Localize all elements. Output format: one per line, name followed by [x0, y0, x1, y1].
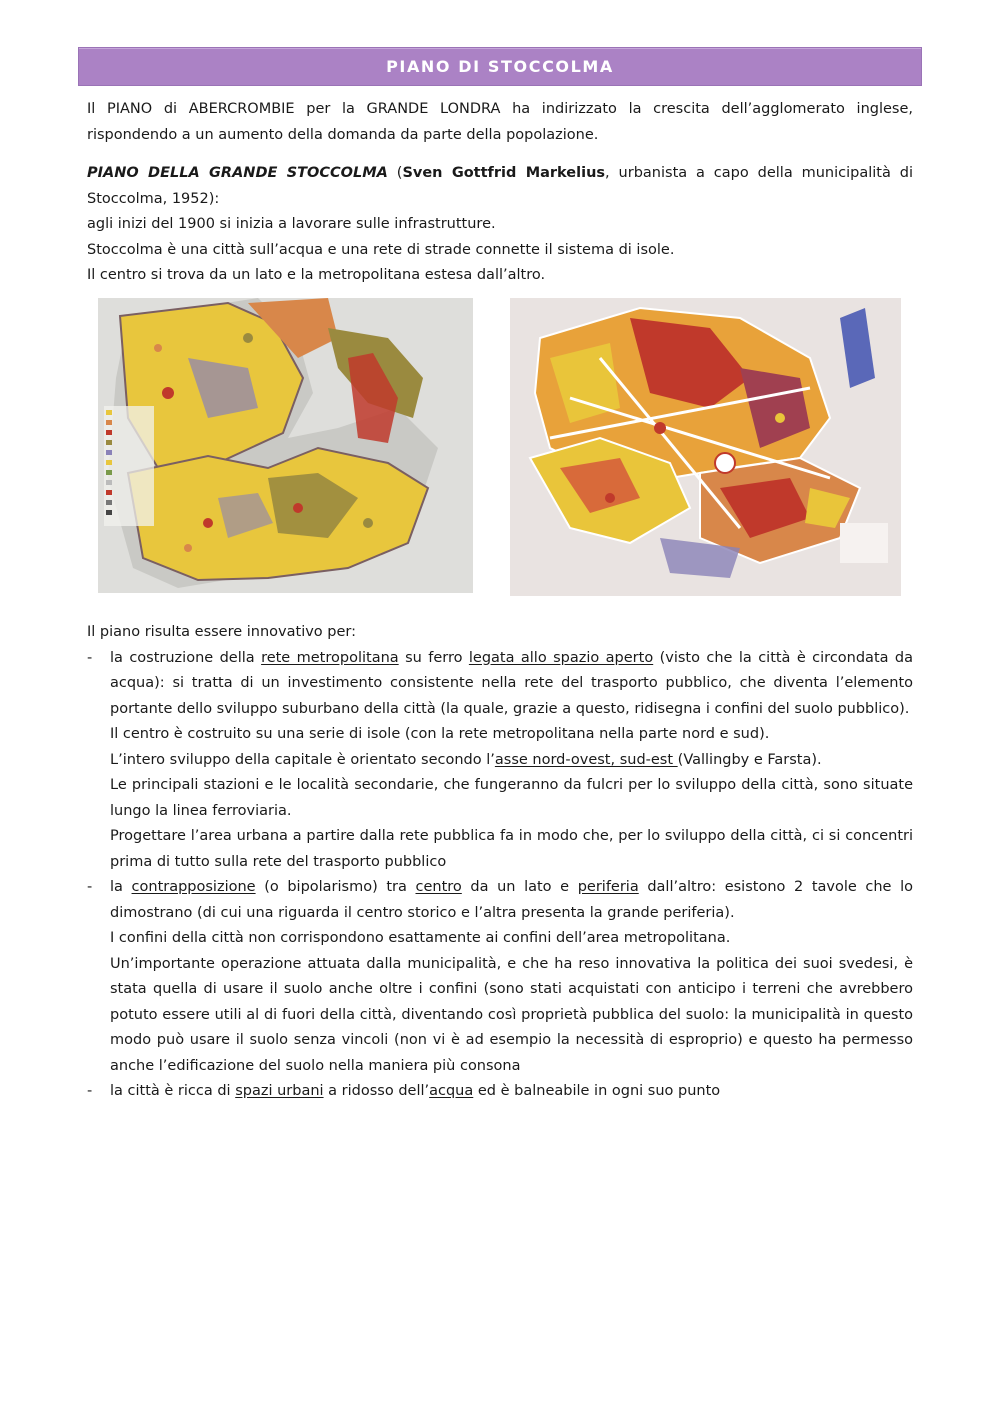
- plan-title: PIANO DELLA GRANDE STOCCOLMA: [87, 165, 388, 181]
- bullet2-paragraph: la contrapposizione (o bipolarismo) tra centro da un lato e periferia dall’altro: esistono 2 tavole che lo dimostrano (di cui una riguarda il centro storico e l’altra presenta la grande periferia).: [110, 879, 913, 921]
- bullet1-design: Progettare l’area urbana a partire dalla rete pubblica fa in modo che, per lo sviluppo della città, ci si concentri prima di tutto sulla rete del trasporto pubblico: [110, 828, 913, 870]
- intro-line-1: agli inizi del 1900 si inizia a lavorare sulle infrastrutture.: [87, 216, 496, 232]
- bullet-dash: -: [87, 1083, 93, 1099]
- center-term: centro: [415, 879, 462, 895]
- author-desc: , urbanista a capo della municipalità di Stoccolma, 1952):: [87, 165, 913, 207]
- stockholm-plan-paragraph: [87, 161, 913, 289]
- list-item: [87, 1079, 913, 1105]
- bullet1-islands: Il centro è costruito su una serie di isole (con la rete metropolitana nella parte nord e sud).: [110, 726, 770, 742]
- water-term: acqua: [429, 1083, 474, 1099]
- contraposition-term: contrapposizione: [131, 879, 256, 895]
- author-name: Sven Gottfrid Markelius: [402, 165, 606, 181]
- bullet1-paragraph: la costruzione della rete metropolitana su ferro legata allo spazio aperto (visto che la città è circondata da acqua): si tratta di un investimento consistente nella rete del trasporto pubblico, che diventa l’elemento portante dello sviluppo suburbano della città (la quale, grazie a questo, ridisegna i confini del suolo pubblico).: [110, 649, 914, 717]
- page-title: PIANO DI STOCCOLMA: [386, 57, 614, 76]
- axis-term: asse nord-ovest, sud-est: [494, 751, 678, 768]
- central-stockholm-map: [510, 298, 901, 596]
- abercrombie-text: Il PIANO di ABERCROMBIE per la GRANDE LONDRA ha indirizzato la crescita dell’agglomerato inglese, rispondendo a un aumento della domanda da parte della popolazione.: [87, 101, 913, 143]
- innovation-lead: Il piano risulta essere innovativo per:: [87, 624, 357, 640]
- greater-stockholm-map-graphic: [98, 298, 473, 593]
- central-stockholm-map-graphic: [510, 298, 901, 596]
- stockholm-plan-heading: PIANO DELLA GRANDE STOCCOLMA (Sven Gottfrid Markelius, urbanista a capo della municipalità di Stoccolma, 1952):: [87, 165, 913, 207]
- intro-line-2: Stoccolma è una città sull’acqua e una rete di strade connette il sistema di isole.: [87, 241, 675, 258]
- periphery-term: periferia: [577, 879, 639, 895]
- bullet1-axis: L’intero sviluppo della capitale è orientato secondo l’asse nord-ovest, sud-est (Vallingby e Farsta).: [110, 751, 822, 768]
- maps-row: [0, 298, 1000, 596]
- bullet-dash: -: [87, 649, 93, 666]
- title-banner: [78, 47, 922, 86]
- bullet3-paragraph: la città è ricca di spazi urbani a ridosso dell’acqua ed è balneabile in ogni suo punto: [110, 1083, 721, 1099]
- list-item: [87, 875, 913, 1079]
- urban-spaces-term: spazi urbani: [235, 1083, 324, 1099]
- greater-stockholm-map: [98, 298, 473, 593]
- innovation-section: [87, 620, 913, 1105]
- open-space-term: legata allo spazio aperto: [468, 649, 654, 666]
- abercrombie-paragraph: [87, 97, 913, 148]
- bullet2-operation: Un’importante operazione attuata dalla municipalità, e che ha reso innovativa la politica dei suoi svedesi, è stata quella di usare il suolo anche oltre i confini (sono stati acquistati con anticipo i terreni che avrebbero potuto essere utili al di fuori della città, diventando così proprietà pubblica del suolo: la municipalità in questo modo può usare il suolo senza vincoli (non vi è ad esempio la necessità di esproprio) e questo ha permesso anche l’edificazione del suolo nella maniera più consona: [110, 955, 913, 1074]
- bullet-dash: -: [87, 879, 93, 895]
- bullet1-stations: Le principali stazioni e le località secondarie, che fungeranno da fulcri per lo sviluppo della città, sono situate lungo la linea ferroviaria.: [110, 777, 913, 819]
- bullet2-borders: I confini della città non corrispondono esattamente ai confini dell’area metropolitana.: [110, 930, 731, 946]
- metro-network-term: rete metropolitana: [261, 649, 399, 666]
- intro-line-3: Il centro si trova da un lato e la metropolitana estesa dall’altro.: [87, 267, 546, 283]
- list-item: [87, 646, 913, 876]
